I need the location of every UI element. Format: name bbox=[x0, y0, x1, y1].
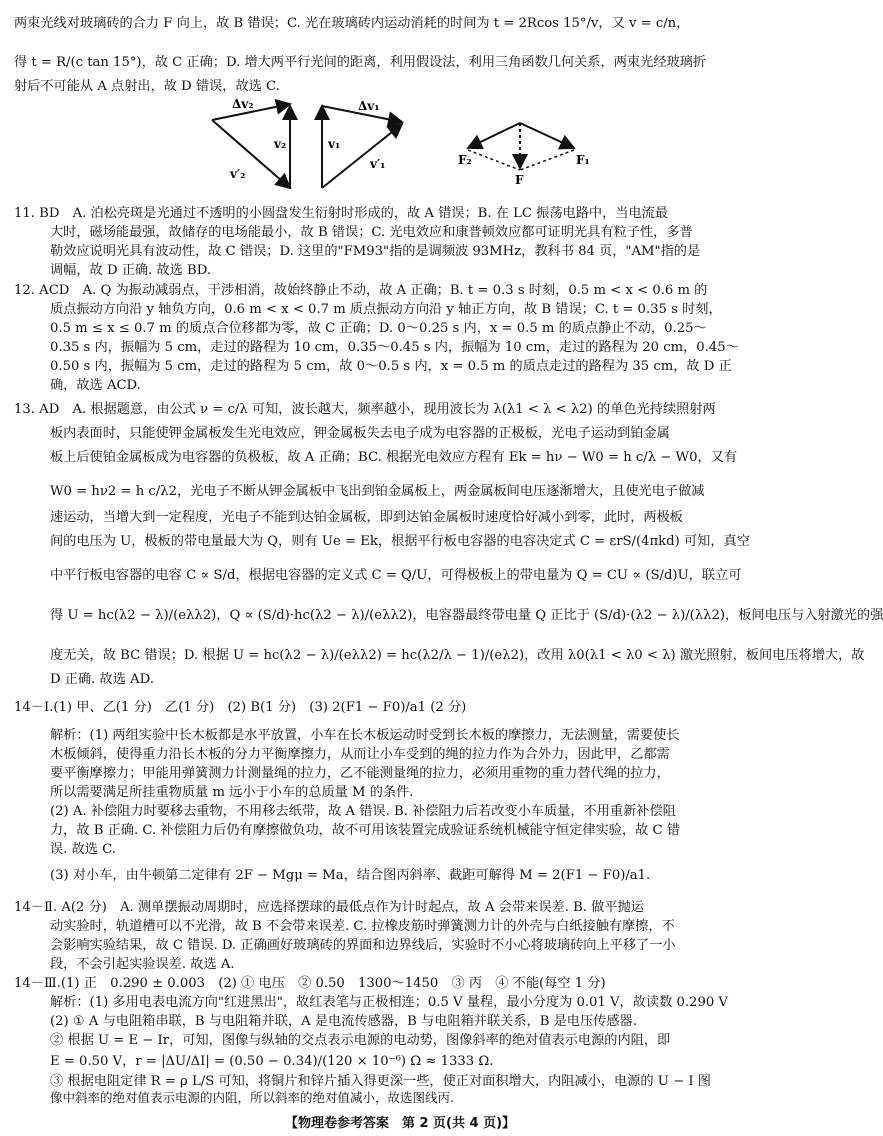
label-v2: v₂ bbox=[274, 137, 287, 151]
text-line: 大时，磁场能最强，故储存的电场能最小，故 B 错误；C. 光电效应和康普顿效应都可证明光具有粒子性，多普 bbox=[50, 225, 693, 240]
text-line: 中平行板电容器的电容 C ∝ S/d，根据电容器的定义式 C = Q/U，可得极板上的带电量为 Q = CU ∝ (S/d)U，联立可 bbox=[50, 568, 742, 583]
velocity-triangle-right bbox=[322, 99, 402, 188]
text-line: 像中斜率的绝对值表示电源的内阻，所以斜率的绝对值减小，故选图线丙. bbox=[50, 1090, 454, 1105]
vector-diagram bbox=[190, 98, 620, 198]
text-line: 0.35 s 内，振幅为 5 cm，走过的路程为 10 cm，0.35～0.45 s 内，振幅为 10 cm，走过的路程为 20 cm，0.45～ bbox=[50, 340, 739, 355]
text-line: 度无关，故 BC 错误；D. 根据 U = hc(λ2 − λ)/(eλλ2) = hc(λ2/λ − 1)/(eλ2)，改用 λ0(λ1 < λ0 < λ) 激光照射，板间电压将增大，故 bbox=[50, 648, 865, 663]
text-line: 两束光线对玻璃砖的合力 F 向上，故 B 错误；C. 光在玻璃砖内运动消耗的时间为 t = 2Rcos 15°/v，又 v = c/n， bbox=[14, 16, 690, 31]
text-line: 13. AD A. 根据题意，由公式 ν = c/λ 可知，波长越大，频率越小，现用波长为 λ(λ1 < λ < λ2) 的单色光持续照射两 bbox=[14, 402, 716, 417]
force-diagram bbox=[458, 123, 590, 187]
text-line: 14－Ⅱ. A(2 分) A. 测单摆振动周期时，应选择摆球的最低点作为计时起点，故 A 会带来误差. B. 做平抛运 bbox=[14, 900, 644, 915]
text-line: E = 0.50 V，r = |ΔU/ΔI| = (0.50 − 0.34)/(120 × 10⁻⁶) Ω ≈ 1333 Ω. bbox=[50, 1054, 494, 1069]
label-v2-prime: v′₂ bbox=[230, 167, 246, 181]
text-line: 0.50 s 内，振幅为 5 cm，走过的路程为 5 cm，故 0～0.5 s 内，x = 0.5 m 的质点走过的路程为 35 cm，故 D 正 bbox=[50, 359, 732, 374]
text-line: 得 t = R/(c tan 15°)，故 C 正确；D. 增大两平行光间的距离，利用假设法，利用三角函数几何关系，两束光经玻璃折 bbox=[14, 55, 707, 70]
text-line: 误. 故选 C. bbox=[50, 842, 116, 857]
text-line: 0.5 m ≤ x ≤ 0.7 m 的质点合位移都为零，故 C 正确；D. 0～0.25 s 内，x = 0.5 m 的质点静止不动，0.25～ bbox=[50, 321, 707, 336]
text-line: 动实验时，轨道槽可以不光滑，故 B 不会带来误差. C. 拉橡皮筋时弹簧测力计的外壳与白纸接触有摩擦，不 bbox=[50, 919, 675, 934]
text-line: 板上后使铂金属板成为电容器的负极板，故 A 正确；BC. 根据光电效应方程有 Ek = hν − W0 = h c/λ − W0，又有 bbox=[50, 450, 738, 465]
text-line: 射后不可能从 A 点射出，故 D 错误，故选 C. bbox=[14, 79, 280, 94]
text-line: (2) ① A 与电阻箱串联，B 与电阻箱并联，A 是电流传感器，B 与电阻箱并联关系，B 是电压传感器. bbox=[50, 1014, 637, 1029]
text-line: W0 = hν2 = h c/λ2，光电子不断从钾金属板中飞出到铂金属板上，两金属板间电压逐渐增大，且使光电子做减 bbox=[50, 484, 705, 499]
text-line: 解析：(1) 两组实验中长木板都是水平放置，小车在长木板运动时受到长木板的摩擦力，无法测量，需要使长 bbox=[50, 728, 680, 743]
text-line: (3) 对小车，由牛顿第二定律有 2F − Mgμ = Ma，结合图丙斜率、截距可解得 M = 2(F1 − F0)/a1. bbox=[50, 868, 651, 883]
text-line: ③ 根据电阻定律 R = ρ L/S 可知，将铜片和锌片插入得更深一些，使正对面积增大，内阻减小，电源的 U − I 图 bbox=[50, 1074, 711, 1089]
text-line: 调幅，故 D 正确. 故选 BD. bbox=[50, 263, 212, 278]
text-line: D 正确. 故选 AD. bbox=[50, 672, 154, 687]
label-dv2: Δv₂ bbox=[232, 97, 254, 111]
text-line: 勒效应说明光具有波动性，故 C 错误；D. 这里的"FM93"指的是调频波 93MHz，教科书 84 页，"AM"指的是 bbox=[50, 244, 701, 259]
label-F1: F₁ bbox=[576, 153, 590, 167]
page-footer: 【物理卷参考答案 第 2 页(共 4 页)】 bbox=[284, 1116, 516, 1131]
velocity-triangle-left bbox=[212, 97, 290, 188]
text-line: 木板倾斜，使得重力沿长木板的分力平衡摩擦力，从而让小车受到的绳的拉力作为合外力，因此甲，乙都需 bbox=[50, 747, 670, 762]
label-dv1: Δv₁ bbox=[358, 99, 380, 113]
label-v1-prime: v′₁ bbox=[370, 157, 386, 171]
text-line: 要平衡摩擦力；甲能用弹簧测力计测量绳的拉力，乙不能测量绳的拉力，必须用重物的重力替代绳的拉力， bbox=[50, 766, 670, 781]
text-line: 速运动，当增大到一定程度，光电子不能到达铂金属板，即到达铂金属板时速度恰好减小到零，此时，两极板 bbox=[50, 510, 683, 525]
text-line: 14－Ⅰ.(1) 甲、乙(1 分) 乙(1 分) (2) B(1 分) (3) 2(F1 − F0)/a1 (2 分) bbox=[14, 700, 467, 715]
text-line: 质点振动方向沿 y 轴负方向，0.6 m < x < 0.7 m 质点振动方向沿 y 轴正方向，故 B 错误；C. t = 0.35 s 时刻， bbox=[50, 302, 722, 317]
text-line: 会影响实验结果，故 C 错误. D. 正确画好玻璃砖的界面和边界线后，实验时不小心将玻璃砖向上平移了一小 bbox=[50, 938, 676, 953]
text-line: 所以需要满足所挂重物质量 m 远小于小车的总质量 M 的条件. bbox=[50, 785, 414, 800]
text-line: 解析：(1) 多用电表电流方向"红进黑出"，故红表笔与正极相连；0.5 V 量程，最小分度为 0.01 V，故读数 0.290 V bbox=[50, 995, 728, 1010]
text-line: 14－Ⅲ.(1) 正 0.290 ± 0.003 (2) ① 电压 ② 0.50 1300～1450 ③ 丙 ④ 不能(每空 1 分) bbox=[14, 976, 606, 991]
text-line: 12. ACD A. Q 为振动减弱点，干涉相消，故始终静止不动，故 A 正确；B. t = 0.3 s 时刻，0.5 m < x < 0.6 m 的 bbox=[14, 283, 708, 298]
text-line: 间的电压为 U，极板的带电量最大为 Q，则有 Ue = Ek，根据平行板电容器的电容决定式 C = εrS/(4πkd) 可知，真空 bbox=[50, 534, 750, 549]
text-line: 11. BD A. 泊松亮斑是光通过不透明的小圆盘发生衍射时形成的，故 A 错误；B. 在 LC 振荡电路中，当电流最 bbox=[14, 206, 669, 221]
label-v1: v₁ bbox=[328, 137, 341, 151]
label-F: F bbox=[515, 173, 524, 187]
text-line: 力，故 B 正确. C. 补偿阻力后仍有摩擦做负功，故不可用该装置完成验证系统机械能守恒定律实验，故 C 错 bbox=[50, 823, 680, 838]
text-line: 确，故选 ACD. bbox=[50, 378, 141, 393]
text-line: 板内表面时，只能使钾金属板发生光电效应，钾金属板失去电子成为电容器的正极板，光电子运动到铂金属 bbox=[50, 426, 670, 441]
label-F2: F₂ bbox=[458, 153, 472, 167]
text-line: ② 根据 U = E − Ir，可知，图像与纵轴的交点表示电源的电动势，图像斜率的绝对值表示电源的内阻，即 bbox=[50, 1033, 671, 1048]
text-line: 段，不会引起实验误差. 故选 A. bbox=[50, 957, 235, 972]
text-line: (2) A. 补偿阻力时要移去重物，不用移去纸带，故 A 错误. B. 补偿阻力后若改变小车质量，不用重新补偿阻 bbox=[50, 804, 676, 819]
text-line: 得 U = hc(λ2 − λ)/(eλλ2)，Q ∝ (S/d)·hc(λ2 − λ)/(eλλ2)，电容器最终带电量 Q 正比于 (S/d)·(λ2 − λ)/(λλ2)，板间电压与入射激光的强 bbox=[50, 608, 883, 623]
